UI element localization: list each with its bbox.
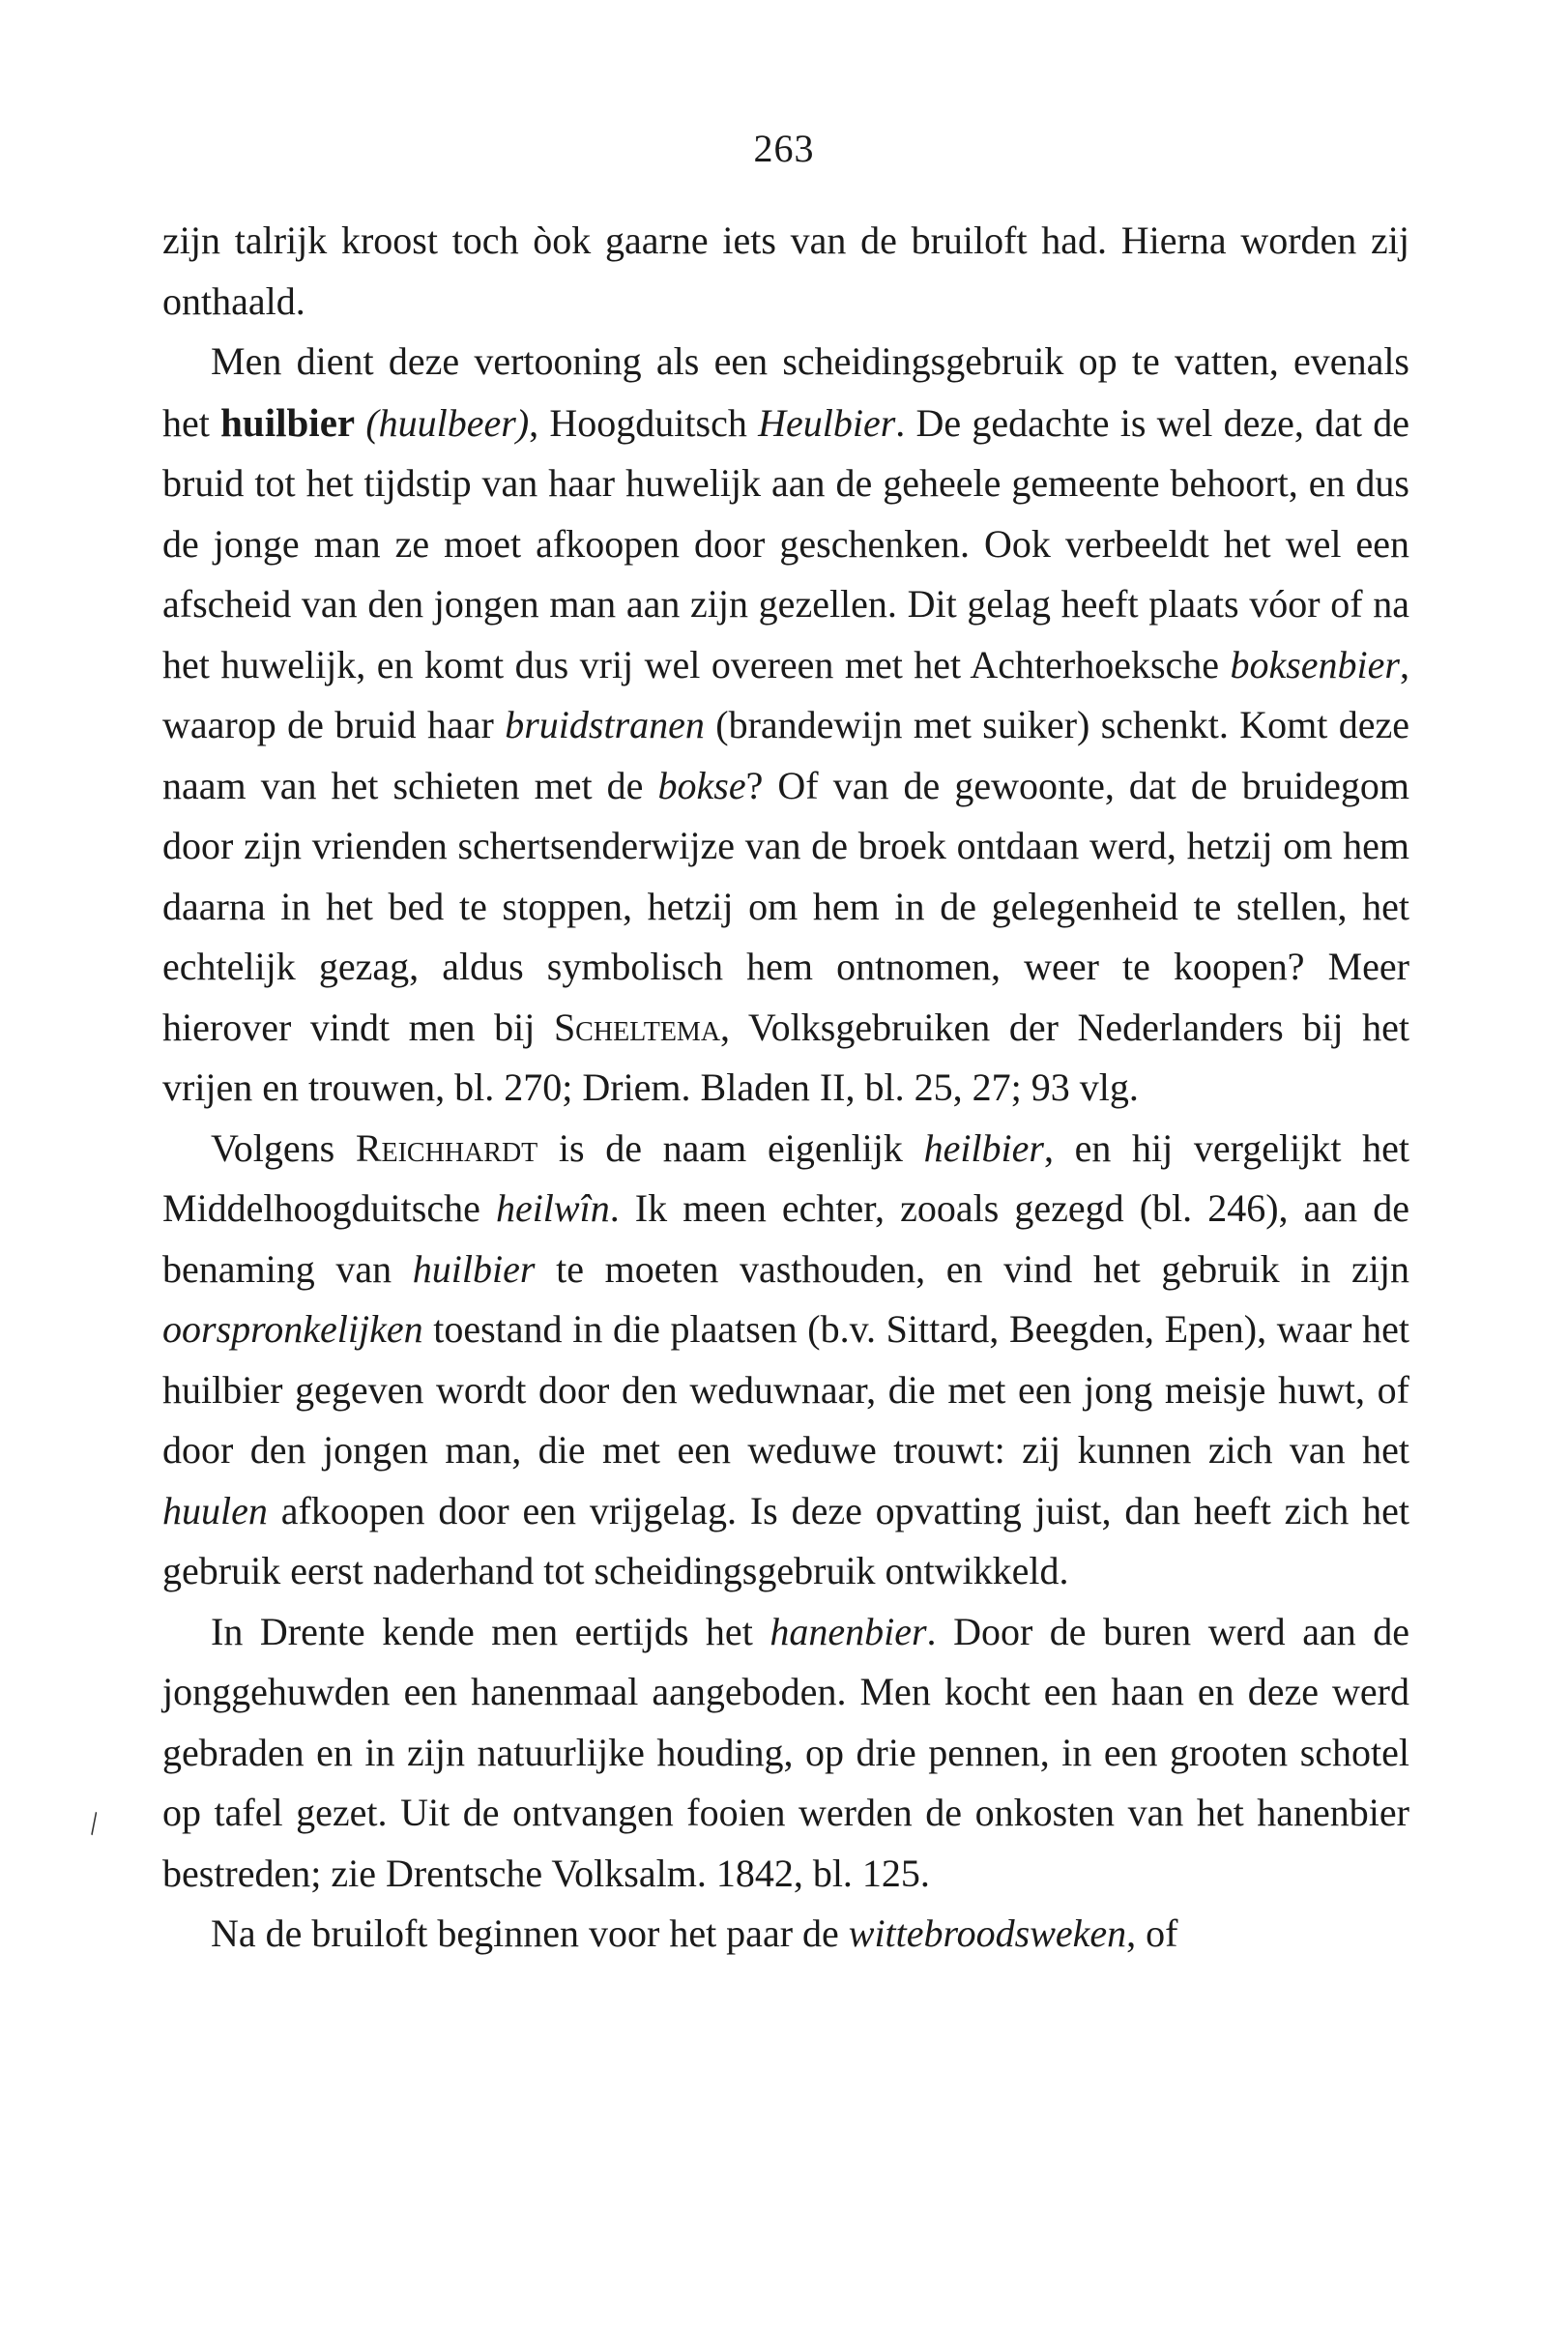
text-run: (huulbeer) — [365, 400, 530, 445]
text-run: Heulbier — [758, 400, 896, 445]
text-run: is de naam eigenlijk — [537, 1125, 924, 1170]
text-run: . De gedachte is wel deze, dat de bruid tot het tijdstip van haar huwelijk aan de geheele gemeente behoort, en dus de jonge man ze moet afkoopen door geschenken. Ook verbeeldt het wel een afscheid van den jongen man aan zijn gezellen. Dit gelag heeft plaats vóor of na het huwelijk, en komt dus vrij wel overeen met het Achterhoeksche — [162, 400, 1410, 686]
text-run: heilwîn — [495, 1186, 610, 1230]
text-run: hanenbier — [769, 1609, 927, 1653]
text-run: In Drente kende men eertijds het — [211, 1609, 770, 1653]
paragraph-2 — [162, 332, 1409, 1119]
text-run: wittebroodsweken — [848, 1911, 1127, 1955]
text-run: , of — [1126, 1911, 1178, 1955]
text-run: , Hoogduitsch — [529, 400, 759, 445]
text-run: , Volksgebruiken der Nederlanders bij het vrijen en trouwen, bl. 270; Driem. Bladen II, bl. 25, 27; 93 vlg. — [162, 1005, 1409, 1109]
text-run: , waarop de bruid haar — [162, 642, 1409, 746]
text-run: ? Of van de gewoonte, dat de bruidegom door zijn vrienden schertsenderwijze van de broek ontdaan werd, hetzij om hem daarna in het bed te stoppen, hetzij om hem in de gelegenheid te stellen, het echtelijk gezag, aldus symbolisch hem ontnomen, weer te koopen? Meer hierover vindt men bij — [162, 763, 1410, 1049]
text-run: te moeten vasthouden, en vind het gebruik in zijn — [535, 1246, 1409, 1291]
text-run: . Ik meen echter, zooals gezegd (bl. 246), aan de benaming van — [162, 1186, 1409, 1291]
text-run: huulen — [162, 1488, 268, 1532]
text-run: (brandewijn met suiker) schenkt. Komt deze naam van het schieten met de — [162, 703, 1409, 807]
text-run: boksenbier — [1230, 642, 1400, 686]
text-run: zijn talrijk kroost toch òok gaarne iets van de bruiloft had. Hierna worden zij onthaald. — [162, 219, 1409, 323]
text-run: oorspronkelijken — [162, 1307, 423, 1351]
text-run: toestand in die plaatsen (b.v. Sittard, Beegden, Epen), waar het huilbier gegeven wordt door den weduwnaar, die met een jong meisje huwt, of door den jongen man, die met een weduwe trouwt: zij kunnen zich van het — [162, 1307, 1409, 1472]
paragraph-3 — [162, 1119, 1409, 1602]
text-run: Scheltema — [553, 1005, 721, 1049]
margin-pencil-mark: \ — [80, 1806, 107, 1842]
text-run: Na de bruiloft beginnen voor het paar de — [211, 1911, 849, 1955]
page-number: 263 — [753, 127, 815, 170]
text-run: bruidstranen — [505, 703, 705, 746]
text-run: bokse — [657, 763, 746, 807]
paragraph-1 — [162, 211, 1409, 332]
paragraph-4 — [162, 1602, 1409, 1905]
text-run: Reichhardt — [355, 1125, 538, 1170]
text-run: Volgens — [211, 1125, 356, 1170]
text-run: , en hij vergelijkt het Middelhoogduitsche — [162, 1125, 1410, 1230]
text-run: huilbier — [220, 399, 356, 445]
text-run: Men dient deze vertooning als een scheidingsgebruik op te vatten, evenals het — [162, 339, 1409, 445]
paragraph-5 — [162, 1904, 1409, 1965]
text-run: . Door de buren werd aan de jonggehuwden een hanenmaal aangeboden. Men kocht een haan en deze werd gebraden en in zijn natuurlijke houding, op drie pennen, in een grooten schotel op tafel gezet. Uit de ontvangen fooien werden de onkosten van het hanenbier bestreden; zie Drentsche Volksalm. 1842, bl. 125. — [162, 1609, 1409, 1895]
text-run — [355, 401, 365, 445]
text-run: huilbier — [412, 1246, 536, 1291]
text-run: afkoopen door een vrijgelag. Is deze opvatting juist, dan heeft zich het gebruik eerst naderhand tot scheidingsgebruik ontwikkeld. — [162, 1488, 1409, 1592]
body-text — [162, 211, 1409, 1965]
text-run: heilbier — [923, 1125, 1044, 1170]
